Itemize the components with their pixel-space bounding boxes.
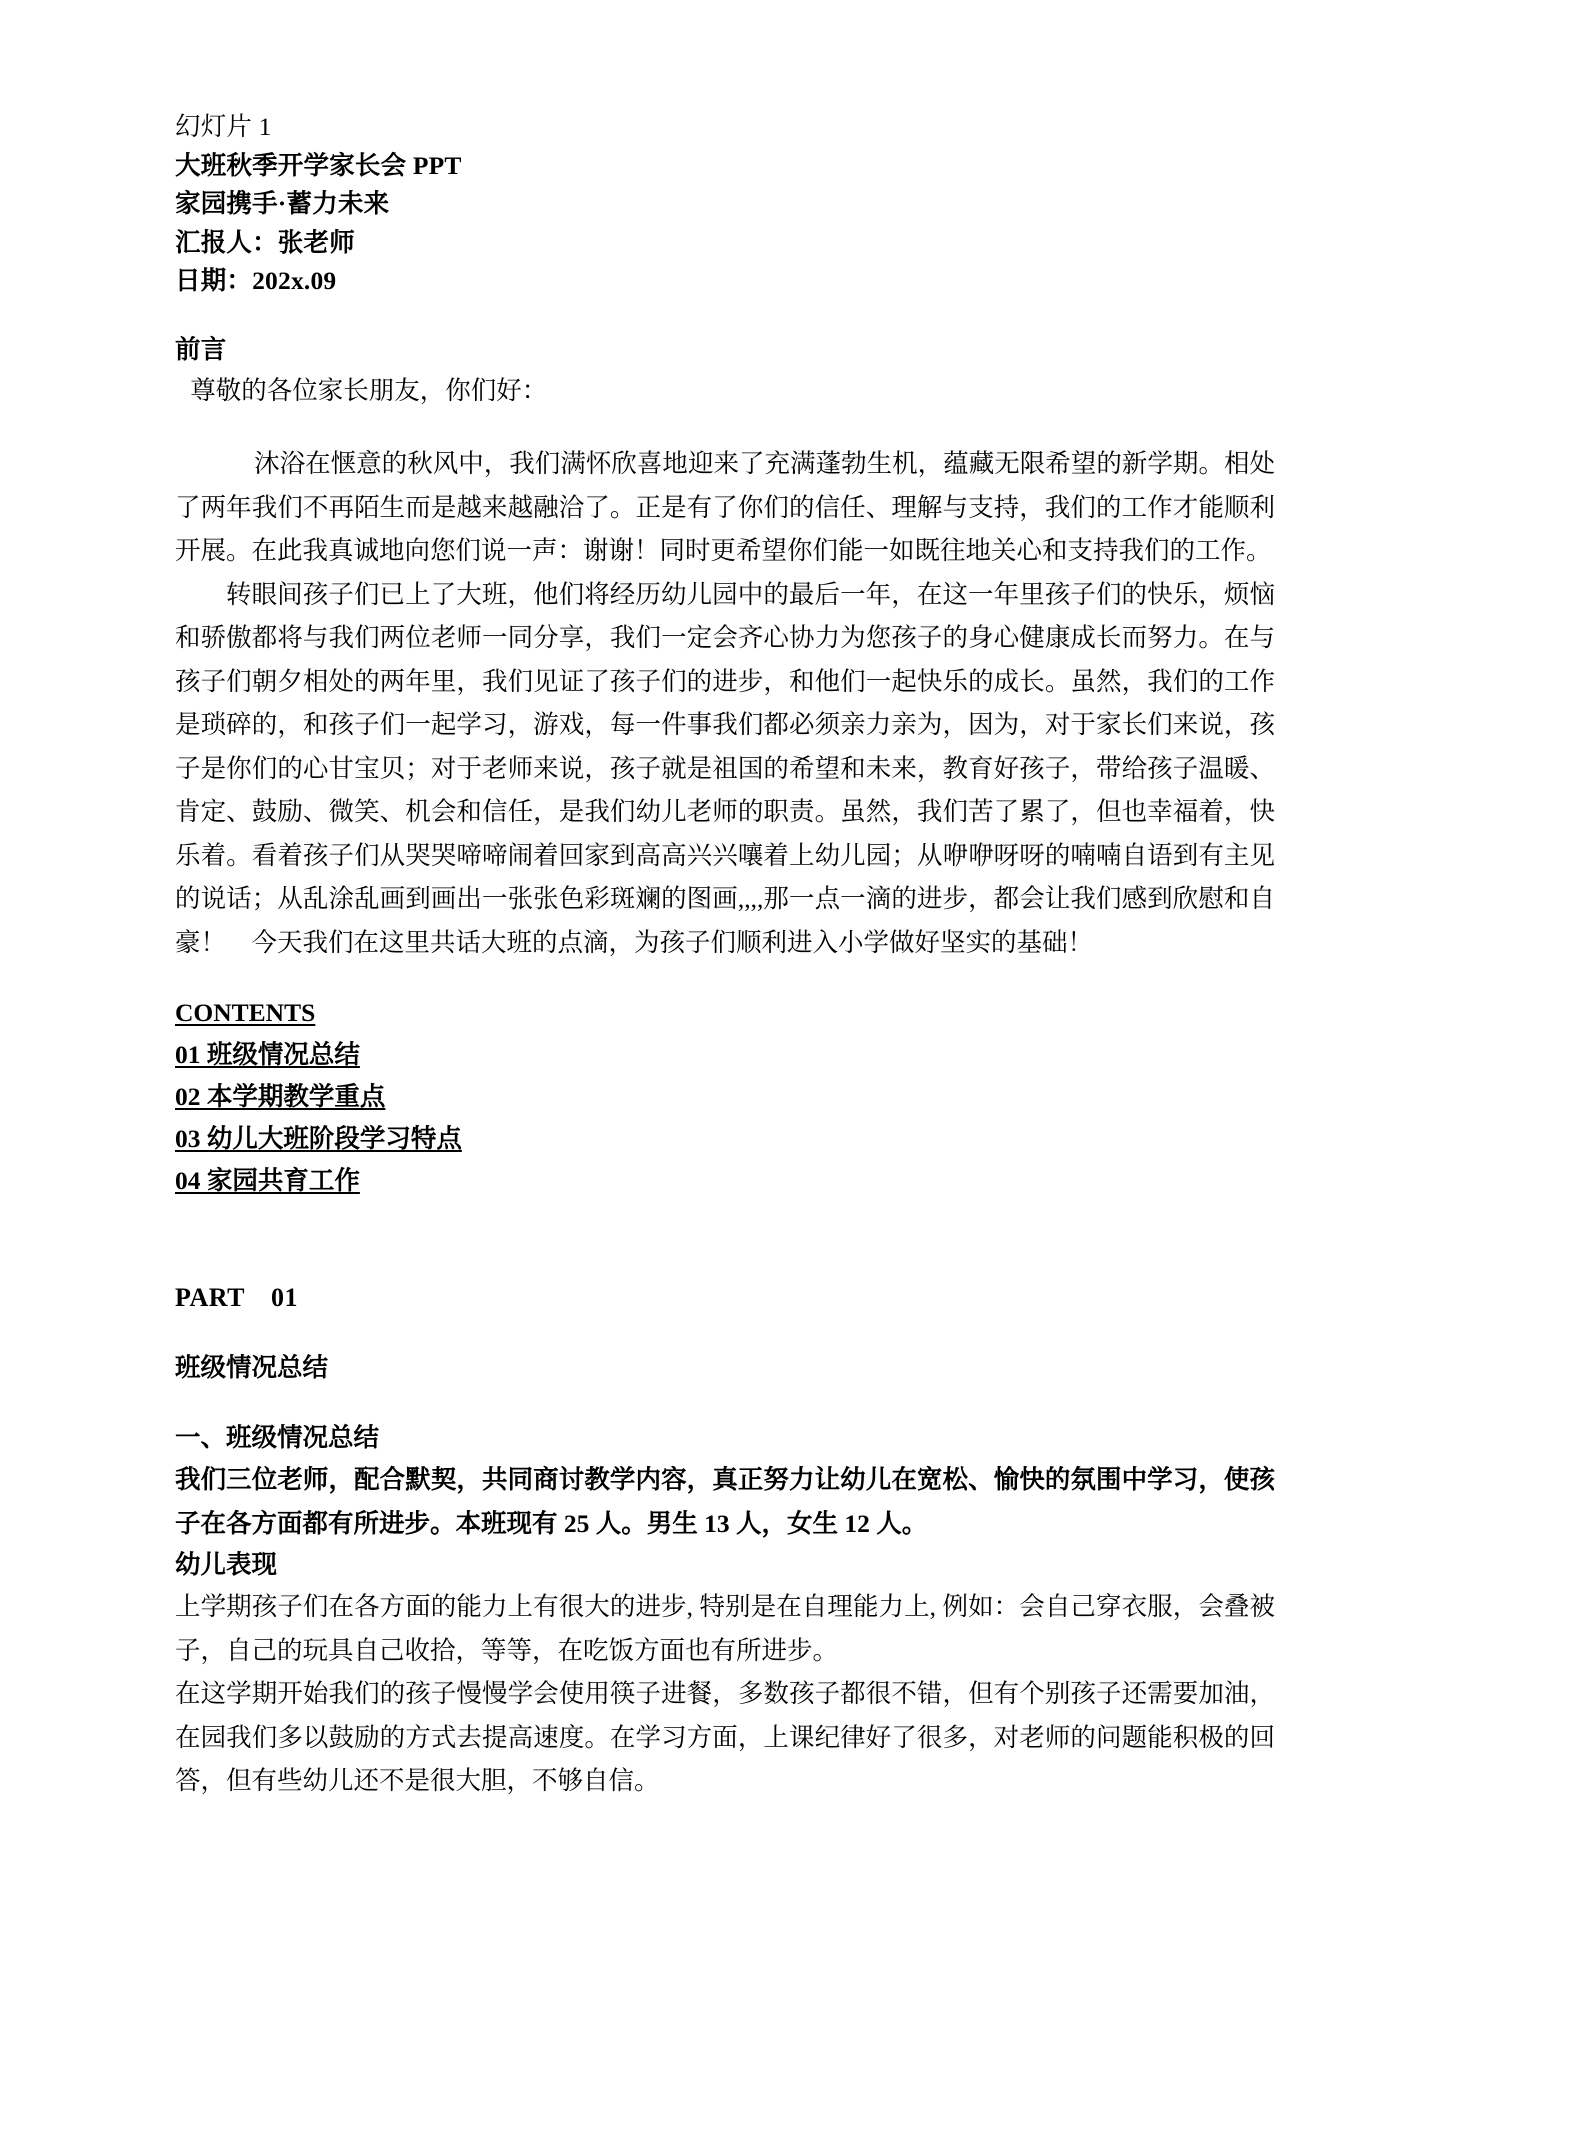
slide-label: 幻灯片 1 bbox=[175, 112, 272, 141]
preface-greeting: 尊敬的各位家长朋友，你们好： bbox=[190, 375, 548, 405]
document-subtitle: 家园携手·蓄力未来 bbox=[175, 189, 390, 218]
contents-row[interactable] bbox=[175, 1078, 1275, 1120]
date-line: 日期：202x.09 bbox=[175, 266, 337, 295]
contents-item-04[interactable]: 04 家园共育工作 bbox=[175, 1166, 360, 1195]
spacer bbox=[175, 301, 1275, 331]
contents-row[interactable] bbox=[175, 1036, 1275, 1078]
document-title: 大班秋季开学家长会 PPT bbox=[175, 150, 462, 180]
spacer bbox=[175, 412, 1275, 442]
part-01-title: 班级情况总结 bbox=[175, 1353, 329, 1382]
child-performance-paragraph-1: 上学期孩子们在各方面的能力上有很大的进步, 特别是在自理能力上, 例如：会自己穿衣服，会叠被子，自己的玩具自己收拾，等等，在吃饭方面也有所进步。 bbox=[175, 1592, 1275, 1665]
contents-row[interactable] bbox=[175, 1120, 1275, 1162]
contents-item-03[interactable]: 03 幼儿大班阶段学习特点 bbox=[175, 1124, 462, 1153]
contents-heading-row bbox=[175, 994, 1275, 1036]
section-heading-class-summary: 一、班级情况总结 bbox=[175, 1423, 380, 1452]
document-body bbox=[175, 108, 1275, 1803]
preface-paragraph-2: 转眼间孩子们已上了大班，他们将经历幼儿园中的最后一年，在这一年里孩子们的快乐，烦恼和骄傲都将与我们两位老师一同分享，我们一定会齐心协力为您孩子的身心健康成长而努力。在与孩子们朝夕相处的两年里，我们见证了孩子们的进步，和他们一起快乐的成长。虽然，我们的工作是琐碎的，和孩子们一起学习，游戏，每一件事我们都必须亲力亲为，因为，对于家长们来说，孩子是你们的心甘宝贝；对于老师来说，孩子就是祖国的希望和未来，教育好孩子，带给孩子温暖、肯定、鼓励、微笑、机会和信任，是我们幼儿老师的职责。虽然，我们苦了累了，但也幸福着，快乐着。看着孩子们从哭哭啼啼闹着回家到高高兴兴嚷着上幼儿园；从咿咿呀呀的喃喃自语到有主见的说话；从乱涂乱画到画出一张张色彩斑斓的图画,,,,那一点一滴的进步，都会让我们感到欣慰和自豪！ 今天我们在这里共话大班的点滴，为孩子们顺利进入小学做好坚实的基础！ bbox=[175, 579, 1275, 957]
part-01-label: PART 01 bbox=[175, 1283, 298, 1312]
title-block bbox=[175, 108, 1275, 301]
sub-heading-child-performance: 幼儿表现 bbox=[175, 1550, 278, 1579]
contents-item-02[interactable]: 02 本学期教学重点 bbox=[175, 1082, 386, 1111]
preface-heading: 前言 bbox=[175, 334, 227, 364]
child-performance-paragraph-2: 在这学期开始我们的孩子慢慢学会使用筷子进餐，多数孩子都很不错，但有个别孩子还需要加油，在园我们多以鼓励的方式去提高速度。在学习方面，上课纪律好了很多，对老师的问题能积极的回答，但有些幼儿还不是很大胆，不够自信。 bbox=[175, 1679, 1275, 1795]
presenter-line: 汇报人：张老师 bbox=[175, 227, 355, 257]
contents-row[interactable] bbox=[175, 1162, 1275, 1204]
preface-paragraph-1: 沐浴在惬意的秋风中，我们满怀欣喜地迎来了充满蓬勃生机，蕴藏无限希望的新学期。相处了两年我们不再陌生而是越来越融洽了。正是有了你们的信任、理解与支持，我们的工作才能顺利开展。在此我真诚地向您们说一声：谢谢！同时更希望你们能一如既往地关心和支持我们的工作。 bbox=[175, 449, 1275, 565]
contents-item-01[interactable]: 01 班级情况总结 bbox=[175, 1040, 360, 1069]
spacer bbox=[175, 1204, 1275, 1278]
class-summary-intro: 我们三位老师，配合默契，共同商讨教学内容，真正努力让幼儿在宽松、愉快的氛围中学习，使孩子在各方面都有所进步。本班现有 25 人。男生 13 人，女生 12 人。 bbox=[175, 1465, 1275, 1538]
contents-heading: CONTENTS bbox=[175, 998, 316, 1027]
spacer bbox=[175, 1318, 1275, 1348]
spacer bbox=[175, 964, 1275, 994]
spacer bbox=[175, 1388, 1275, 1418]
